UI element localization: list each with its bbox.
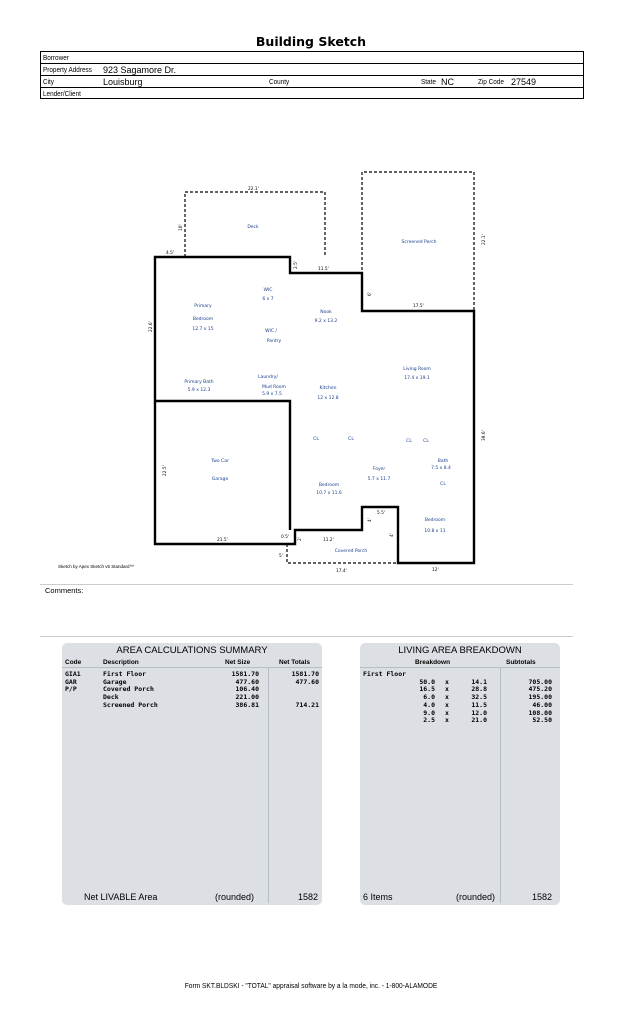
row-net-size: 106.40 xyxy=(235,685,259,694)
room-label-nook: Nook xyxy=(320,310,332,315)
living-total-value: 1582 xyxy=(531,892,552,902)
breakdown-a: 4.0 xyxy=(423,700,435,709)
dim-label: 17.5' xyxy=(413,304,424,309)
breakdown-subtotal: 46.00 xyxy=(532,700,552,709)
room-label-covered-porch: Covered Porch xyxy=(334,549,368,554)
zip-value: 27549 xyxy=(511,77,537,87)
col-net-totals: Net Totals xyxy=(279,659,310,666)
breakdown-times: x xyxy=(445,677,449,686)
dim-label: 10' xyxy=(179,224,184,231)
dim-label: 22.5' xyxy=(163,465,168,476)
state-label: State xyxy=(421,77,436,86)
dim-label: 2' xyxy=(298,537,303,541)
room-size: 10.8 x 11 xyxy=(424,529,446,534)
room-size: 7.5 x 8.4 xyxy=(431,466,451,471)
closet-label: CL xyxy=(423,439,429,444)
borrower-label: Borrower xyxy=(43,53,69,62)
breakdown-times: x xyxy=(445,693,449,702)
col-net-size: Net Size xyxy=(225,659,251,666)
breakdown-b: 32.5 xyxy=(471,693,487,702)
net-livable-label: Net LIVABLE Area xyxy=(84,892,158,902)
col-subtotals: Subtotals xyxy=(506,659,536,666)
divider xyxy=(40,636,573,637)
room-label-laundry: Laundry/ xyxy=(258,375,278,380)
comments-label: Comments: xyxy=(45,586,84,595)
room-label-kitchen: Kitchen xyxy=(319,386,337,391)
living-breakdown-title: LIVING AREA BREAKDOWN xyxy=(398,645,522,656)
dim-label: 22.1' xyxy=(482,234,487,245)
room-label-primary-bath: Primary Bath xyxy=(184,380,214,385)
breakdown-a: 6.0 xyxy=(423,693,435,702)
room-label-mud-room: Mud Room xyxy=(262,385,286,390)
row-description: Deck xyxy=(103,693,119,702)
closet-label: CL xyxy=(313,437,319,442)
divider xyxy=(40,584,573,585)
breakdown-times: x xyxy=(445,700,449,709)
room-size: 9.2 x 13.2 xyxy=(314,319,338,324)
city-label: City xyxy=(43,77,54,86)
rounded-label: (rounded) xyxy=(456,892,496,902)
property-address-value: 923 Sagamore Dr. xyxy=(103,65,177,75)
closet-label: CL xyxy=(406,439,412,444)
area-calculations-panel xyxy=(62,643,322,905)
dim-label: 2.5' xyxy=(294,260,299,269)
room-label-bath: Bath xyxy=(437,459,449,464)
form-footer: Form SKT.BLDSKI - "TOTAL" appraisal software by a la mode, inc. - 1-800-ALAMODE xyxy=(184,981,438,990)
breakdown-subtotal: 52.50 xyxy=(532,716,552,725)
dim-label: 11.5' xyxy=(318,267,329,272)
dim-label: 12' xyxy=(432,568,439,573)
dim-label: 5' xyxy=(279,554,283,559)
room-size: 5.9 x 7.5 xyxy=(262,392,282,397)
dim-label: 22.6' xyxy=(149,321,154,332)
room-size: 5.9 x 12.3 xyxy=(187,388,211,393)
row-description: Screened Porch xyxy=(103,700,158,709)
floor-label: First Floor xyxy=(363,670,407,678)
room-label-bedroom: Bedroom xyxy=(318,483,340,488)
dim-label: 6' xyxy=(368,292,373,296)
closet-label: CL xyxy=(440,482,446,487)
garage-wall xyxy=(155,401,290,530)
dim-label: 4.5' xyxy=(166,251,175,256)
zip-label: Zip Code xyxy=(478,77,504,86)
room-label-screened-porch: Screened Porch xyxy=(401,240,437,245)
header-rule xyxy=(360,667,560,668)
breakdown-b: 11.5 xyxy=(471,700,487,709)
row-net-total: 477.60 xyxy=(295,677,319,686)
dim-label: 17.4' xyxy=(336,569,347,574)
room-label-two-car: Two Car xyxy=(211,459,229,464)
room-label-primary: Primary xyxy=(194,304,212,309)
closet-label: CL xyxy=(348,437,354,442)
breakdown-times: x xyxy=(445,708,449,717)
city-value: Louisburg xyxy=(103,77,143,87)
row-description: Garage xyxy=(103,677,127,686)
row-net-total: 714.21 xyxy=(295,700,319,709)
row-description: First Floor xyxy=(103,670,147,678)
row-code: GAR xyxy=(65,677,77,686)
dim-label: 5.5' xyxy=(377,511,386,516)
breakdown-times: x xyxy=(445,716,449,725)
row-net-size: 477.60 xyxy=(235,677,259,686)
dim-label: 39.6' xyxy=(482,430,487,441)
room-size: 5.7 x 11.7 xyxy=(367,477,391,482)
col-breakdown: Breakdown xyxy=(415,659,451,666)
room-label-living-room: Living Room xyxy=(403,367,431,372)
breakdown-b: 28.8 xyxy=(471,685,487,694)
row-net-size: 1581.70 xyxy=(231,670,259,678)
breakdown-subtotal: 705.00 xyxy=(528,677,552,686)
row-code: GIA1 xyxy=(65,670,81,678)
row-net-total: 1581.70 xyxy=(291,670,319,678)
breakdown-subtotal: 195.00 xyxy=(528,693,552,702)
rounded-label: (rounded) xyxy=(215,892,255,902)
header-rule xyxy=(62,667,322,668)
room-size: 12.7 x 15 xyxy=(192,327,214,332)
dim-label: 11.2' xyxy=(323,538,334,543)
dim-label: 22.1' xyxy=(248,187,259,192)
breakdown-b: 21.0 xyxy=(471,716,487,725)
property-address-label: Property Address xyxy=(43,65,92,74)
column-rule xyxy=(268,667,269,903)
dim-label: 4' xyxy=(390,533,395,537)
net-livable-value: 1582 xyxy=(297,892,318,902)
room-label-deck: Deck xyxy=(247,225,259,230)
row-code: P/P xyxy=(65,685,77,694)
breakdown-b: 14.1 xyxy=(471,677,487,686)
breakdown-b: 12.0 xyxy=(471,708,487,717)
state-value: NC xyxy=(441,77,454,87)
room-size: 6 x 7 xyxy=(262,297,274,302)
county-label: County xyxy=(269,77,290,86)
items-count: 6 Items xyxy=(363,892,393,902)
row-net-size: 386.81 xyxy=(235,700,259,709)
room-label-pantry: Pantry xyxy=(266,339,282,344)
room-size: 12 x 12.8 xyxy=(317,396,339,401)
col-code: Code xyxy=(65,659,82,666)
row-description: Covered Porch xyxy=(103,685,154,694)
dim-label: 0.5' xyxy=(281,535,290,540)
dim-label: 4' xyxy=(368,518,373,522)
breakdown-a: 2.5 xyxy=(423,716,435,725)
room-label-primary-bedroom: Bedroom xyxy=(192,317,214,322)
breakdown-a: 16.5 xyxy=(419,685,435,694)
dim-label: 21.5' xyxy=(217,538,228,543)
column-rule xyxy=(500,667,501,903)
breakdown-subtotal: 475.20 xyxy=(528,685,552,694)
breakdown-a: 9.0 xyxy=(423,708,435,717)
room-label-bedroom: Bedroom xyxy=(424,518,446,523)
breakdown-a: 50.0 xyxy=(419,677,435,686)
living-area-breakdown-panel xyxy=(360,643,560,905)
sketch-credit: Sketch by Apex Sketch v5 Standard™ xyxy=(58,564,135,569)
room-size: 17.4 x 19.1 xyxy=(404,376,430,381)
breakdown-times: x xyxy=(445,685,449,694)
row-net-size: 221.00 xyxy=(235,693,259,702)
area-calculations-title: AREA CALCULATIONS SUMMARY xyxy=(116,645,268,656)
lender-label: Lender/Client xyxy=(43,89,81,98)
page-title: Building Sketch xyxy=(255,34,367,49)
room-label-wic-pantry: WIC / xyxy=(265,329,277,334)
breakdown-subtotal: 108.00 xyxy=(528,708,552,717)
col-description: Description xyxy=(103,659,139,666)
room-size: 10.7 x 11.6 xyxy=(316,491,342,496)
room-label-garage: Garage xyxy=(211,477,229,482)
room-label-foyer: Foyer xyxy=(372,467,386,472)
room-label-wic: WIC xyxy=(263,288,273,293)
